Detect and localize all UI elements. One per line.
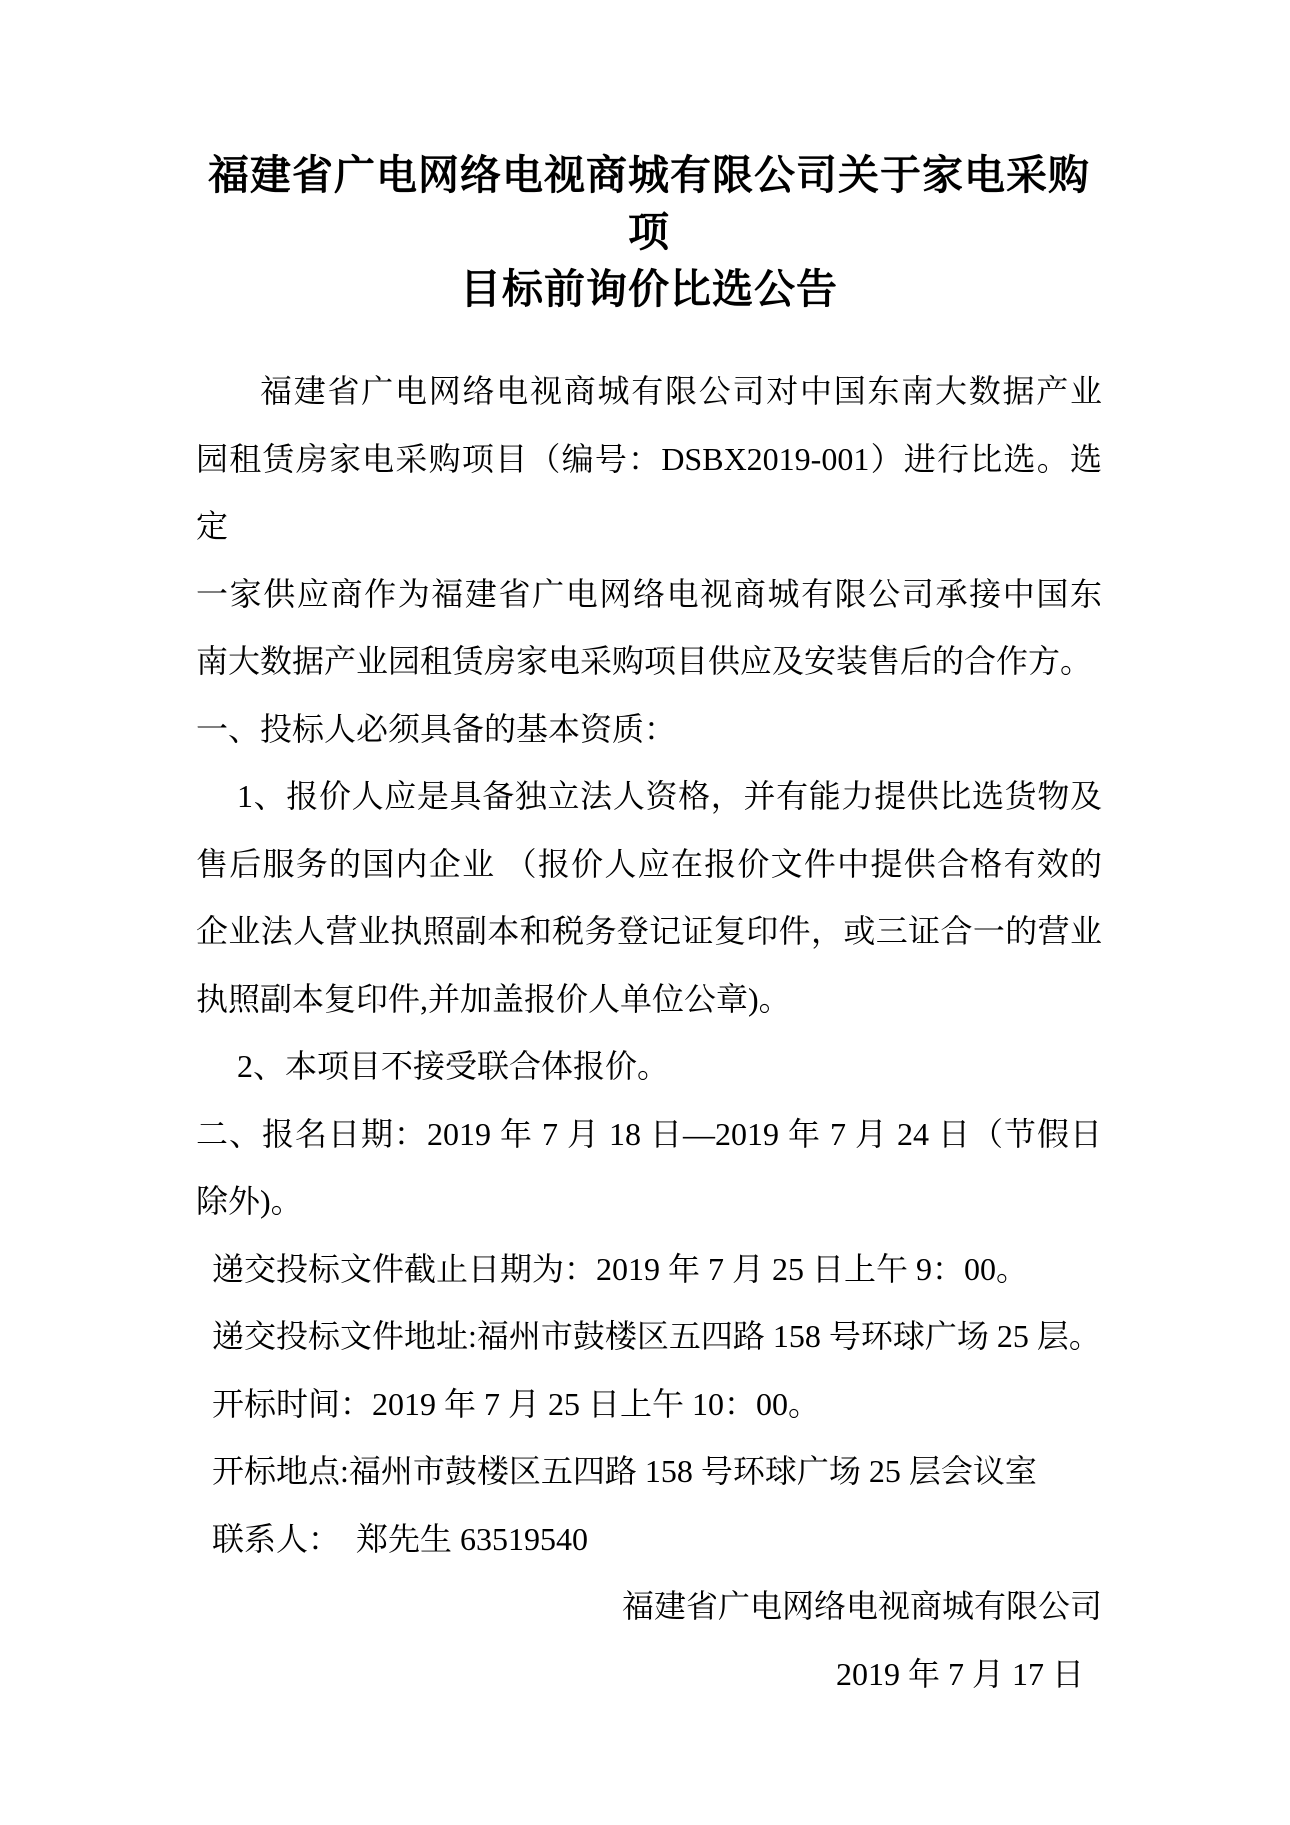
intro-paragraph-line-2: 园租赁房家电采购项目（编号：DSBX2019-001）进行比选。选定 bbox=[196, 440, 1102, 544]
submission-deadline-line: 递交投标文件截止日期为：2019 年 7 月 25 日上午 9：00。 bbox=[212, 1250, 1029, 1287]
document-body bbox=[196, 358, 1102, 1708]
title-line-2: 目标前询价比选公告 bbox=[460, 266, 838, 312]
clause-1-line-4: 执照副本复印件,并加盖报价人单位公章)。 bbox=[196, 980, 791, 1017]
signature-company: 福建省广电网络电视商城有限公司 bbox=[621, 1588, 1102, 1624]
opening-place-line: 开标地点:福州市鼓楼区五四路 158 号环球广场 25 层会议室 bbox=[212, 1453, 1037, 1489]
contact-line: 联系人： 郑先生 63519540 bbox=[212, 1520, 589, 1557]
title-line-1: 福建省广电网络电视商城有限公司关于家电采购项 bbox=[208, 152, 1090, 255]
clause-1-line-3: 企业法人营业执照副本和税务登记证复印件，或三证合一的营业 bbox=[196, 913, 1102, 949]
intro-paragraph-line-3: 一家供应商作为福建省广电网络电视商城有限公司承接中国东 bbox=[196, 575, 1102, 612]
clause-2-line: 2、本项目不接受联合体报价。 bbox=[237, 1048, 670, 1084]
opening-time-line: 开标时间：2019 年 7 月 25 日上午 10：00。 bbox=[212, 1385, 821, 1422]
document-page bbox=[196, 0, 1102, 1708]
clause-1-line-1: 1、报价人应是具备独立法人资格，并有能力提供比选货物及 bbox=[237, 778, 1102, 814]
clause-1-line-2: 售后服务的国内企业 （报价人应在报价文件中提供合格有效的 bbox=[196, 845, 1102, 882]
intro-paragraph-line-4: 南大数据产业园租赁房家电采购项目供应及安装售后的合作方。 bbox=[196, 643, 1093, 679]
signature-date: 2019 年 7 月 17 日 bbox=[835, 1655, 1084, 1692]
section-2-line-1: 二、报名日期：2019 年 7 月 18 日—2019 年 7 月 24 日（节假日 bbox=[196, 1115, 1102, 1152]
intro-paragraph-line-1: 福建省广电网络电视商城有限公司对中国东南大数据产业 bbox=[260, 373, 1102, 409]
submission-address-line: 递交投标文件地址:福州市鼓楼区五四路 158 号环球广场 25 层。 bbox=[212, 1318, 1101, 1354]
section-1-heading: 一、投标人必须具备的基本资质： bbox=[196, 710, 677, 747]
section-2-line-2: 除外)。 bbox=[196, 1183, 303, 1219]
document-title bbox=[196, 147, 1102, 318]
